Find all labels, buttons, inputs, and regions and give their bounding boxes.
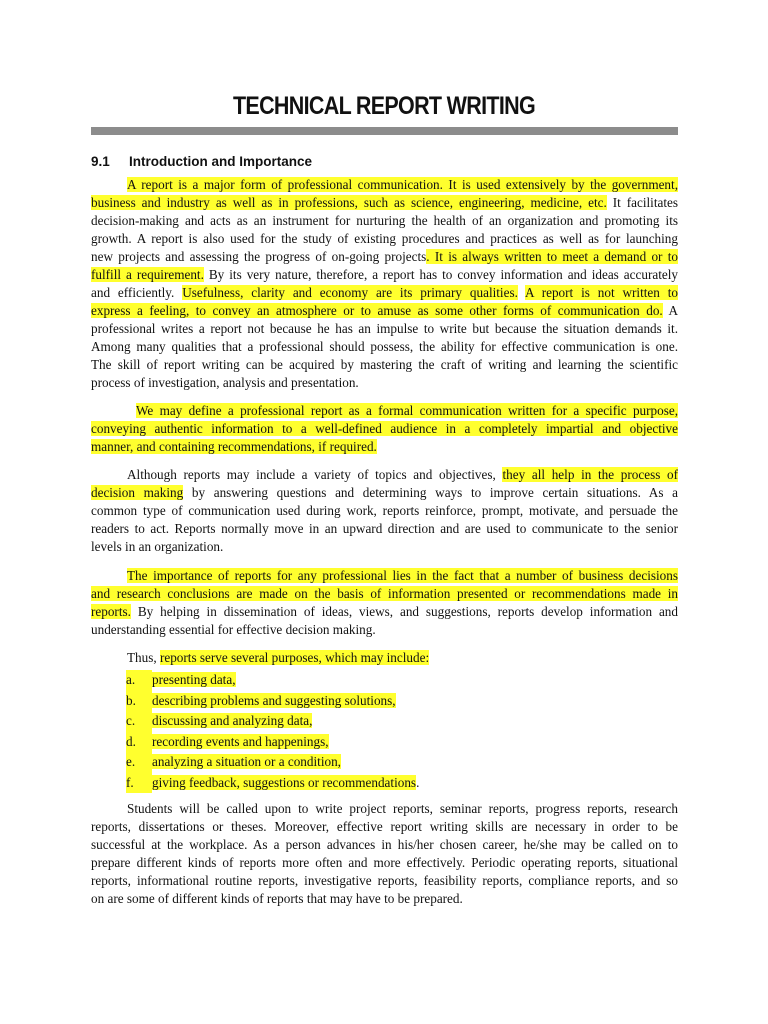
highlighted-text: A report is a major form of professional communication. It is used extensively by the government,: [127, 177, 678, 192]
text-line: [91, 248, 678, 266]
text-line: [91, 854, 678, 872]
list-item: [126, 773, 419, 794]
text-line: [91, 420, 678, 438]
text-line: [91, 302, 678, 320]
list-item: [126, 670, 419, 691]
text-line: [91, 438, 678, 456]
list-item-text: describing problems and suggesting solutions,: [152, 692, 396, 708]
list-letter: a.: [126, 670, 152, 691]
text-run: [518, 285, 525, 300]
text-line: [91, 649, 678, 667]
section-title: Introduction and Importance: [129, 154, 313, 169]
text-run: process of investigation, analysis and presentation.: [91, 375, 359, 390]
text-line: [91, 890, 678, 908]
text-line: [91, 266, 678, 284]
highlighted-text: Usefulness, clarity and economy are its primary qualities.: [182, 285, 518, 300]
highlighted-text: . It is always written to meet a demand or to: [426, 249, 678, 264]
text-run: growth. A report is also used for the study of existing procedures and practices as well as for launching: [91, 231, 678, 246]
highlighted-text: reports serve several purposes, which may include:: [159, 650, 430, 665]
text-run: reports, informational routine reports, investigative reports, feasibility reports, compliance reports, and so: [91, 873, 678, 888]
text-run: Although reports may include a variety of topics and objectives,: [127, 467, 503, 482]
text-run: professional writes a report not because he has an impulse to write but because the situation demands it.: [91, 321, 678, 336]
text-run: decision-making and acts as an instrument for nurturing the health of an organization and promoting its: [91, 213, 678, 228]
list-item-text: recording events and happenings,: [152, 733, 329, 749]
text-line: [91, 520, 678, 538]
purposes-list: [126, 670, 419, 793]
list-letter: e.: [126, 752, 152, 773]
text-run: common type of communication used during work, reports reinforce, prompt, motivate, and persuade the: [91, 503, 678, 518]
text-line: [91, 800, 678, 818]
paragraph-4: [91, 567, 678, 639]
highlighted-text: fulfill a requirement.: [91, 267, 204, 282]
text-run: reports, dissertations or theses. Moreover, effective report writing skills are necessary in order to be: [91, 819, 678, 834]
highlighted-text: conveying authentic information to a well-defined audience in a completely impartial and objective: [91, 421, 678, 436]
list-letter: d.: [126, 732, 152, 753]
text-line: [91, 338, 678, 356]
list-letter: c.: [126, 711, 152, 732]
text-line: [91, 872, 678, 890]
text-line: [91, 836, 678, 854]
text-line: [91, 585, 678, 603]
text-line: [91, 230, 678, 248]
text-run: on are some of different kinds of reports that may have to be prepared.: [91, 891, 463, 906]
list-letter: f.: [126, 773, 152, 794]
text-run: By helping in dissemination of ideas, views, and suggestions, reports develop information and: [130, 604, 678, 619]
text-run: A: [662, 303, 678, 318]
list-item-text: analyzing a situation or a condition,: [152, 754, 341, 769]
list-item: [126, 732, 419, 753]
paragraph-5: [91, 649, 678, 667]
section-heading: [91, 154, 312, 169]
highlighted-text: reports.: [91, 604, 131, 619]
text-run: understanding essential for effective decision making.: [91, 622, 376, 637]
text-run: By its very nature, therefore, a report has to convey information and ideas accurately: [203, 267, 678, 282]
text-run: Thus,: [127, 650, 160, 665]
text-line: [91, 538, 678, 556]
list-item: [126, 752, 419, 773]
text-run: new projects and assessing the progress of on-going projects: [91, 249, 427, 264]
text-line: [91, 284, 678, 302]
text-line: [91, 176, 678, 194]
text-line: [91, 603, 678, 621]
text-run: prepare different kinds of reports more often and more effectively. Periodic operating reports, situational: [91, 855, 678, 870]
text-run: readers to act. Reports normally move in an upward direction and are used to communicate to the senior: [91, 521, 678, 536]
text-line: [91, 818, 678, 836]
text-run: It facilitates: [606, 195, 678, 210]
text-line: [91, 567, 678, 585]
text-line: [91, 466, 678, 484]
text-run: successful at the workplace. As a person advances in his/her chosen career, he/she may be called on to: [91, 837, 678, 852]
text-line: [91, 356, 678, 374]
highlighted-text: they all help in the process of: [502, 467, 678, 482]
text-line: [91, 621, 678, 639]
highlighted-text: decision making: [91, 485, 184, 500]
text-line: [91, 320, 678, 338]
text-line: [91, 212, 678, 230]
highlighted-text: express a feeling, to convey an atmosphere or to amuse as some other forms of communication do.: [91, 303, 663, 318]
text-run: Among many qualities that a professional should possess, the ability for effective communication is one.: [91, 339, 678, 354]
list-item: [126, 691, 419, 712]
list-item-text: discussing and analyzing data,: [152, 713, 313, 728]
highlighted-text: The importance of reports for any professional lies in the fact that a number of business decisions: [127, 568, 678, 583]
list-item-punct: .: [416, 774, 420, 790]
list-letter: b.: [126, 691, 152, 712]
highlighted-text: A report is not written to: [525, 285, 678, 300]
text-line: [91, 484, 678, 502]
text-line: [91, 194, 678, 212]
title-rule: [91, 127, 678, 135]
page-title: TECHNICAL REPORT WRITING: [232, 92, 535, 120]
highlighted-text: manner, and containing recommendations, if required.: [91, 439, 377, 454]
text-run: and efficiently.: [91, 285, 183, 300]
text-line: [91, 502, 678, 520]
highlighted-text: We may define a professional report as a formal communication written for a specific purpose,: [136, 403, 678, 418]
text-run: Students will be called upon to write project reports, seminar reports, progress reports, research: [127, 801, 678, 816]
text-run: by answering questions and determining ways to improve certain situations. As a: [183, 485, 678, 500]
list-item-text: giving feedback, suggestions or recommendations: [152, 774, 417, 790]
paragraph-3: [91, 466, 678, 556]
paragraph-2: [91, 402, 678, 456]
paragraph-1: [91, 176, 678, 392]
section-number: 9.1: [91, 154, 110, 169]
text-line: [91, 374, 678, 392]
list-item: [126, 711, 419, 732]
highlighted-text: and research conclusions are made on the basis of information presented or recommendations made in: [91, 586, 678, 601]
text-run: The skill of report writing can be acquired by mastering the craft of writing and learning the scientific: [91, 357, 678, 372]
text-line: [91, 402, 678, 420]
text-run: levels in an organization.: [91, 539, 224, 554]
list-item-text: presenting data,: [152, 672, 236, 687]
paragraph-6: [91, 800, 678, 908]
highlighted-text: business and industry as well as in professions, such as science, engineering, medicine, etc.: [91, 195, 607, 210]
